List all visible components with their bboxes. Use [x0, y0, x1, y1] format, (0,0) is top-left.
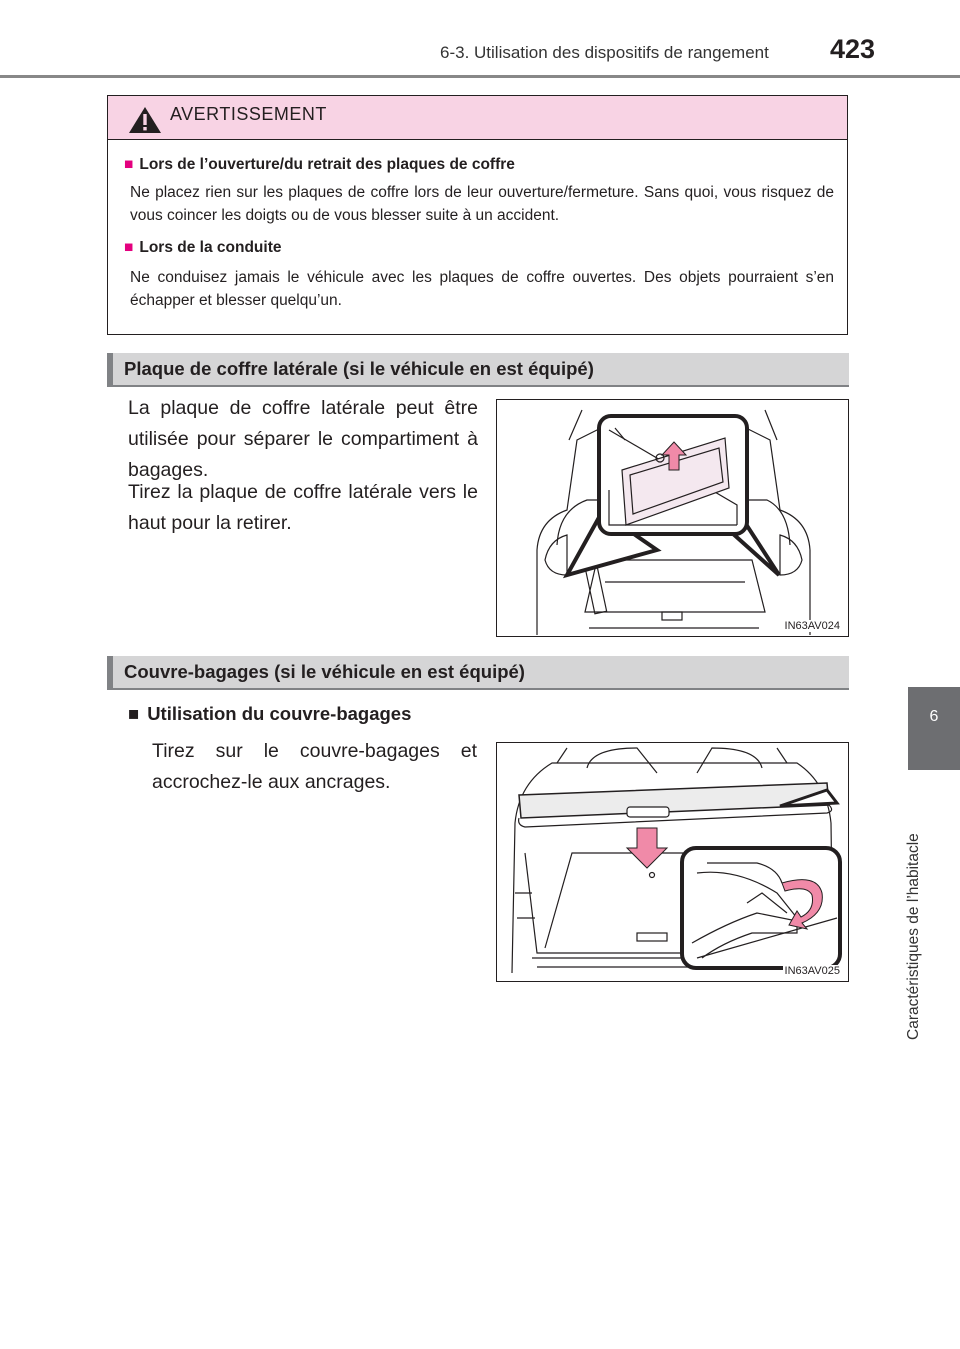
page-number: 423: [830, 34, 876, 64]
figure-side-plate: [496, 399, 849, 637]
figure-tonneau-cover: [496, 742, 849, 982]
section-heading: [107, 353, 849, 387]
sub-heading: ■ Utilisation du couvre-bagages: [128, 703, 412, 724]
section-title: Couvre-bagages (si le véhicule en est équipé): [124, 661, 525, 682]
chapter-number: 6: [929, 708, 939, 725]
body-paragraph: Tirez sur le couvre-bagages et accrochez-le aux ancrages.: [152, 740, 477, 793]
chapter-title: Caractéristiques de l’habitacle: [905, 833, 922, 1040]
warning-triangle-icon: [128, 106, 162, 134]
square-bullet-icon: ■: [124, 156, 134, 173]
figure-code: IN63AV025: [784, 965, 840, 977]
warning-item-text: Ne conduisez jamais le véhicule avec les plaques de coffre ouvertes. Des objets pourraient s’en échapper et blesser quelqu’un.: [130, 269, 834, 309]
side-plate-illustration: [497, 400, 849, 637]
square-bullet-icon: ■: [124, 239, 134, 256]
section-title: Plaque de coffre latérale (si le véhicule en est équipé): [124, 358, 594, 379]
running-header: 6-3. Utilisation des dispositifs de rangement: [440, 43, 769, 62]
warning-header: [108, 96, 847, 140]
warning-box: [107, 95, 848, 335]
body-paragraph: Tirez la plaque de coffre latérale vers le haut pour la retirer.: [128, 481, 478, 534]
square-bullet-icon: ■: [128, 703, 140, 724]
header-rule: [0, 75, 960, 78]
warning-title: AVERTISSEMENT: [170, 104, 327, 124]
body-paragraph: La plaque de coffre latérale peut être utilisée pour séparer le compartiment à bagages.: [128, 397, 478, 481]
warning-item-text: Ne placez rien sur les plaques de coffre lors de leur ouverture/fermeture. Sans quoi, vous risquez de vous coincer les doigts ou de vous blesser suite à un accident.: [130, 184, 834, 224]
section-heading: [107, 656, 849, 690]
warning-item-title: ■ Lors de la conduite: [124, 239, 282, 256]
warning-item-title: ■ Lors de l’ouverture/du retrait des plaques de coffre: [124, 156, 515, 173]
figure-code: IN63AV024: [784, 620, 840, 632]
chapter-tab[interactable]: [908, 687, 960, 770]
tonneau-cover-illustration: [497, 743, 849, 982]
